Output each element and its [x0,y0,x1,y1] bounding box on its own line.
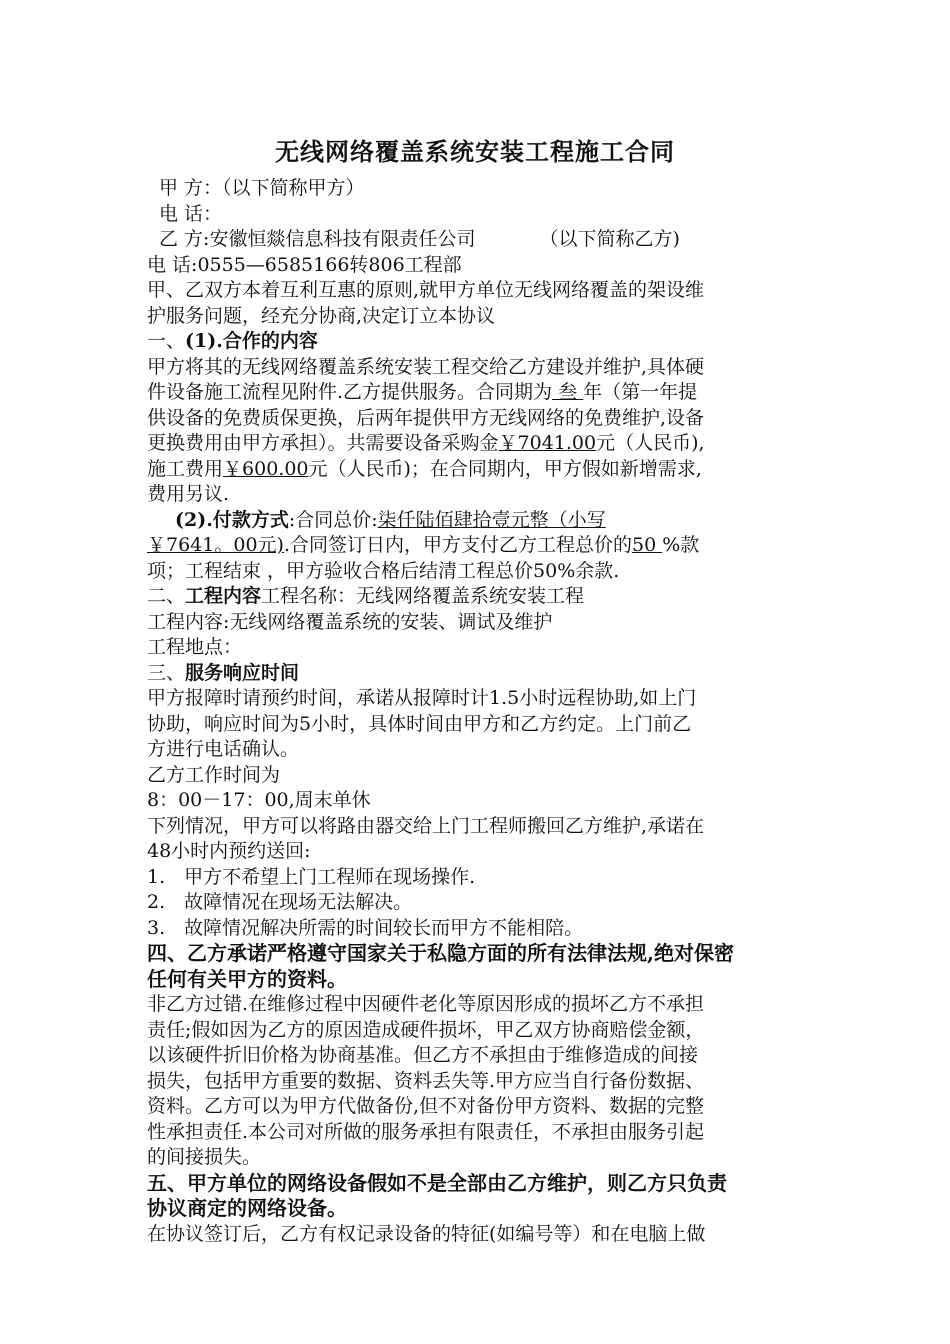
section-1-line-3: 供设备的免费质保更换，后两年提供甲方无线网络的免费维护,设备 [147,406,705,429]
list-item: 3. 故障情况解决所需的时间较长而甲方不能相陪。 [147,916,584,939]
section-4-line: 的间接损失。 [147,1146,262,1168]
section-3-line: 协助，响应时间为5小时，具体时间由甲方和乙方约定。上门前乙 [147,712,692,735]
contract-years: 叁 [552,381,584,403]
section-3-line: 乙方工作时间为 [147,763,281,786]
equipment-amount: ￥7041.00 [498,432,597,454]
section-5-line: 在协议签订后，乙方有权记录设备的特征(如编号等）和在电脑上做 [147,1222,706,1245]
project-content: 工程内容:无线网络覆盖系统的安装、调试及维护 [147,610,553,633]
install-amount: ￥600.00 [223,457,309,480]
total-price-number: ￥7641。00元) [147,534,284,556]
section-4-line: 以该硬件折旧价格为协商基准。但乙方不承担由于维修造成的间接 [147,1044,699,1066]
party-b-note: （以下简称乙方) [539,228,680,250]
section-3-line: 48小时内预约送回: [147,840,311,862]
contract-body [147,176,807,1247]
section-1-line-5: 施工费用￥600.00元（人民币)；在合同期内，甲方假如新增需求, [147,457,702,480]
party-a-line: 甲 方：（以下简称甲方） [159,177,365,199]
total-price-words: 柒仟陆佰肆拾壹元整（小写 [377,508,606,531]
section-4-line: 责任;假如因为乙方的原因造成硬件损坏，甲乙双方协商赔偿金额， [147,1018,705,1041]
payment-line-1: (2).付款方式:合同总价:柒仟陆佰肆拾壹元整（小写 [175,508,606,531]
section-2-heading: 二、工程内容工程名称：无线网络覆盖系统安装工程 [147,585,585,607]
section-1-line-4: 更换费用由甲方承担）。共需要设备采购金￥7041.00元（人民币), [147,432,705,454]
payment-line-3: 项；工程结束 ，甲方验收合格后结清工程总价50%余款. [147,559,620,582]
party-b-label: 乙 方:安徽恒燚信息科技有限责任公司 [159,228,476,250]
section-3-line: 方进行电话确认。 [147,738,300,760]
section-4-line: 非乙方过错.在维修过程中因硬件老化等原因形成的损坏乙方不承担 [147,993,705,1015]
payment-line-2: ￥7641。00元).合同签订日内，甲方支付乙方工程总价的50 %款 [147,534,700,556]
phone-b-line: 电 话:0555—6585166转806工程部 [147,253,462,276]
section-4-heading: 四、乙方承诺严格遵守国家关于私隐方面的所有法律法规,绝对保密 [147,941,734,965]
section-4-line: 损失，包括甲方重要的数据、资料丢失等.甲方应当自行备份数据、 [147,1069,705,1092]
phone-a-line: 电 话： [159,202,223,225]
section-1-line-2: 件设备施工流程见附件.乙方提供服务。合同期为 叁 年（第一年提 [147,381,698,403]
section-5-heading: 五、甲方单位的网络设备假如不是全部由乙方维护，则乙方只负责 [147,1170,727,1195]
section-3-line: 甲方报障时请预约时间，承诺从报障时计1.5小时远程协助,如上门 [147,687,697,709]
section-1-heading: 一、(1).合作的内容 [147,330,318,352]
payment-percent: 50 [632,534,663,556]
section-3-line: 8：00－17：00,周末单休 [147,789,371,811]
list-item: 2. 故障情况在现场无法解决。 [147,891,413,913]
section-1-line-6: 费用另议. [147,483,230,505]
document-title: 无线网络覆盖系统安装工程施工合同 [275,137,675,166]
section-3-heading: 三、服务响应时间 [147,661,300,684]
list-item: 1. 甲方不希望上门工程师在现场操作. [147,865,476,888]
section-5-heading: 协议商定的网络设备。 [147,1196,347,1220]
section-3-line: 下列情况，甲方可以将路由器交给上门工程师搬回乙方维护,承诺在 [147,814,705,837]
payment-label: (2).付款方式 [175,508,289,531]
section-1-line-1: 甲方将其的无线网络覆盖系统安装工程交给乙方建设并维护,具体硬 [147,355,705,378]
section-4-line: 资料。乙方可以为甲方代做备份,但不对备份甲方资料、数据的完整 [147,1095,705,1117]
intro-line-2: 护服务问题，经充分协商,决定订立本协议 [147,304,496,327]
section-4-line: 性承担责任.本公司对所做的服务承担有限责任，不承担由服务引起 [147,1120,705,1143]
section-4-heading: 任何有关甲方的资料。 [147,966,347,991]
party-b-line [147,227,807,253]
project-location: 工程地点： [147,636,243,658]
intro-line-1: 甲、乙双方本着互利互惠的原则,就甲方单位无线网络覆盖的架设维 [147,279,705,301]
